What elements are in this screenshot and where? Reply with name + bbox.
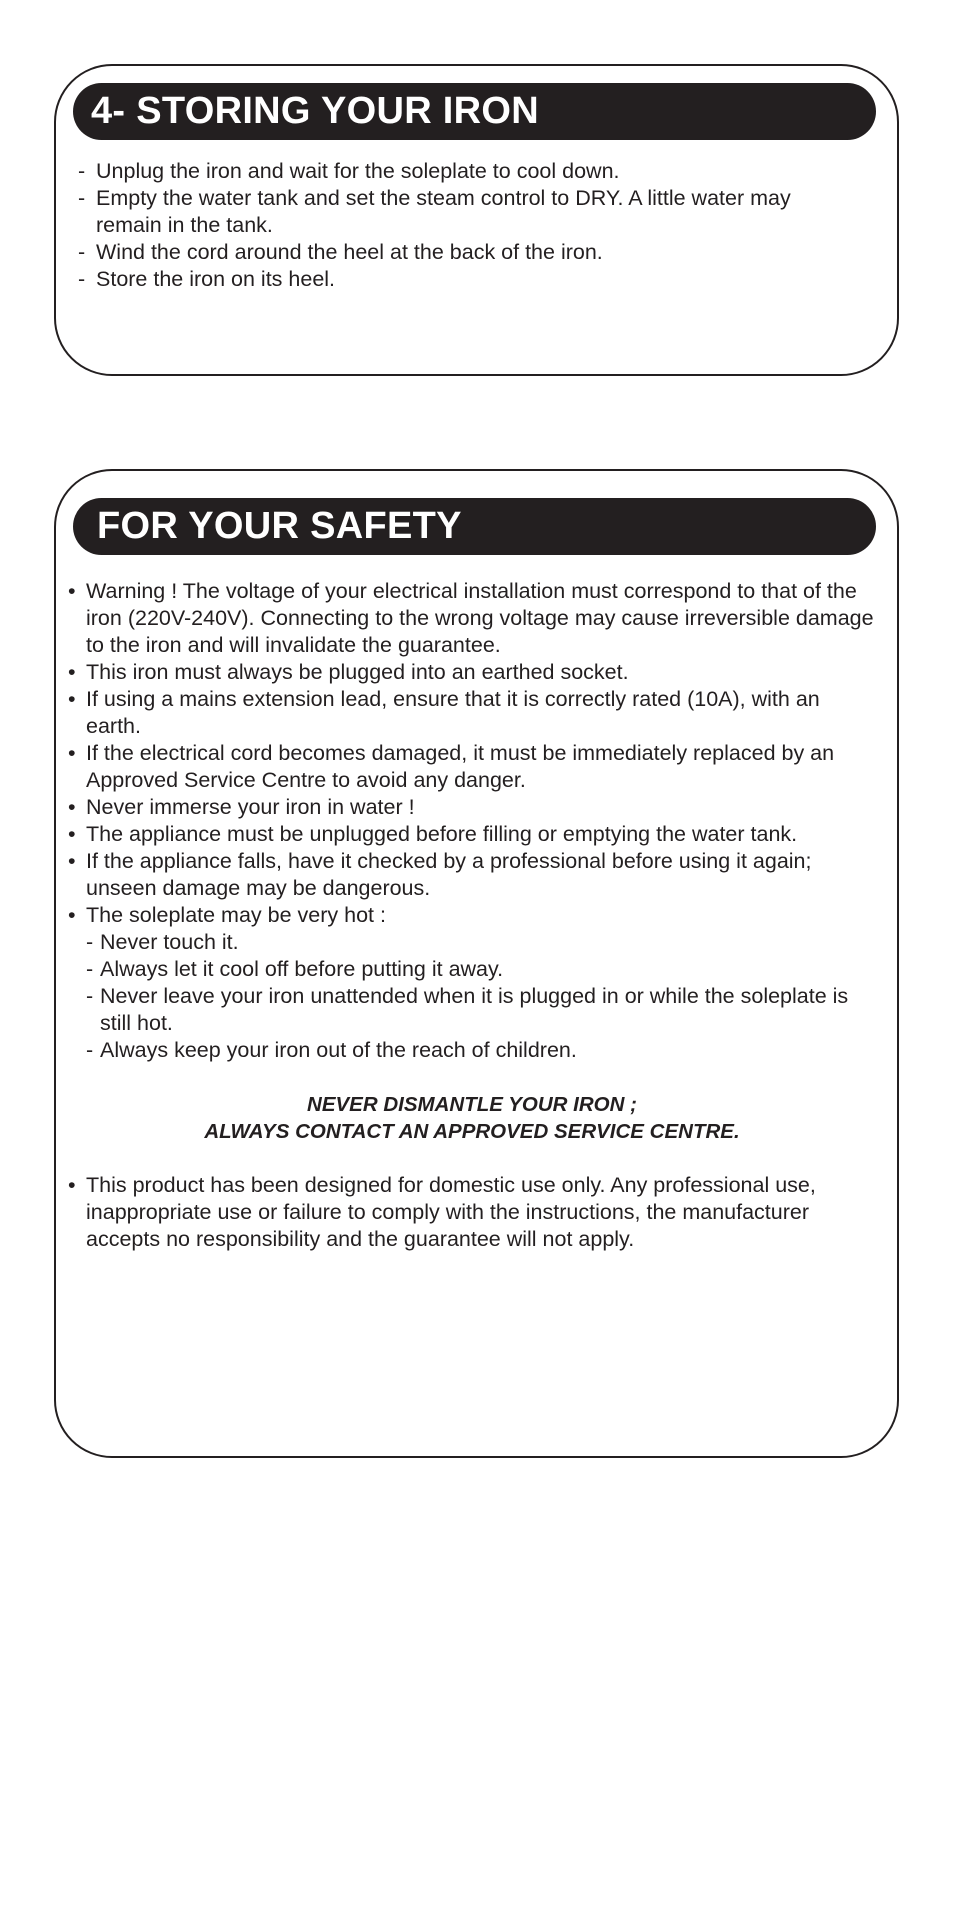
safety-item: • If the appliance falls, have it checked by a professional before using it again; unseen damage may be dangerous. [67,848,877,902]
safety-item: • Warning ! The voltage of your electrical installation must correspond to that of the iron (220V-240V). Connecting to the wrong voltage may cause irreversible damage to the iron and will invalidate the guarantee. [67,578,877,659]
storing-title: 4- STORING YOUR IRON [73,83,876,140]
soleplate-subitem: - Always let it cool off before putting it away. [86,956,877,983]
soleplate-sublist [86,929,877,1064]
soleplate-subitem: - Always keep your iron out of the reach of children. [86,1037,877,1064]
safety-item: • Never immerse your iron in water ! [67,794,877,821]
storing-item: - Empty the water tank and set the steam control to DRY. A little water may remain in the tank. [78,185,858,239]
safety-final-item: • This product has been designed for domestic use only. Any professional use, inappropriate use or failure to comply with the instructions, the manufacturer accepts no responsibility and the guarantee will not apply. [67,1172,877,1253]
safety-list [67,578,877,1064]
soleplate-subitem: - Never leave your iron unattended when it is plugged in or while the soleplate is still hot. [86,983,877,1037]
storing-section [54,64,899,376]
safety-final-list [67,1172,877,1253]
storing-item: - Unplug the iron and wait for the soleplate to cool down. [78,158,858,185]
safety-item-soleplate [67,902,877,1064]
storing-item: - Store the iron on its heel. [78,266,858,293]
safety-body [67,578,877,1253]
safety-title: FOR YOUR SAFETY [73,498,876,555]
soleplate-heading: The soleplate may be very hot : [86,903,386,927]
notice-line-2: ALWAYS CONTACT AN APPROVED SERVICE CENTRE. [204,1120,740,1143]
soleplate-subitem: - Never touch it. [86,929,877,956]
safety-item: • The appliance must be unplugged before filling or emptying the water tank. [67,821,877,848]
safety-item: • If the electrical cord becomes damaged, it must be immediately replaced by an Approved Service Centre to avoid any danger. [67,740,877,794]
notice-line-1: NEVER DISMANTLE YOUR IRON ; [307,1093,637,1116]
safety-item: • If using a mains extension lead, ensure that it is correctly rated (10A), with an earth. [67,686,877,740]
safety-section [54,469,899,1458]
storing-list [78,158,858,293]
storing-item: - Wind the cord around the heel at the back of the iron. [78,239,858,266]
safety-item: • This iron must always be plugged into an earthed socket. [67,659,877,686]
dismantle-notice [67,1091,877,1145]
